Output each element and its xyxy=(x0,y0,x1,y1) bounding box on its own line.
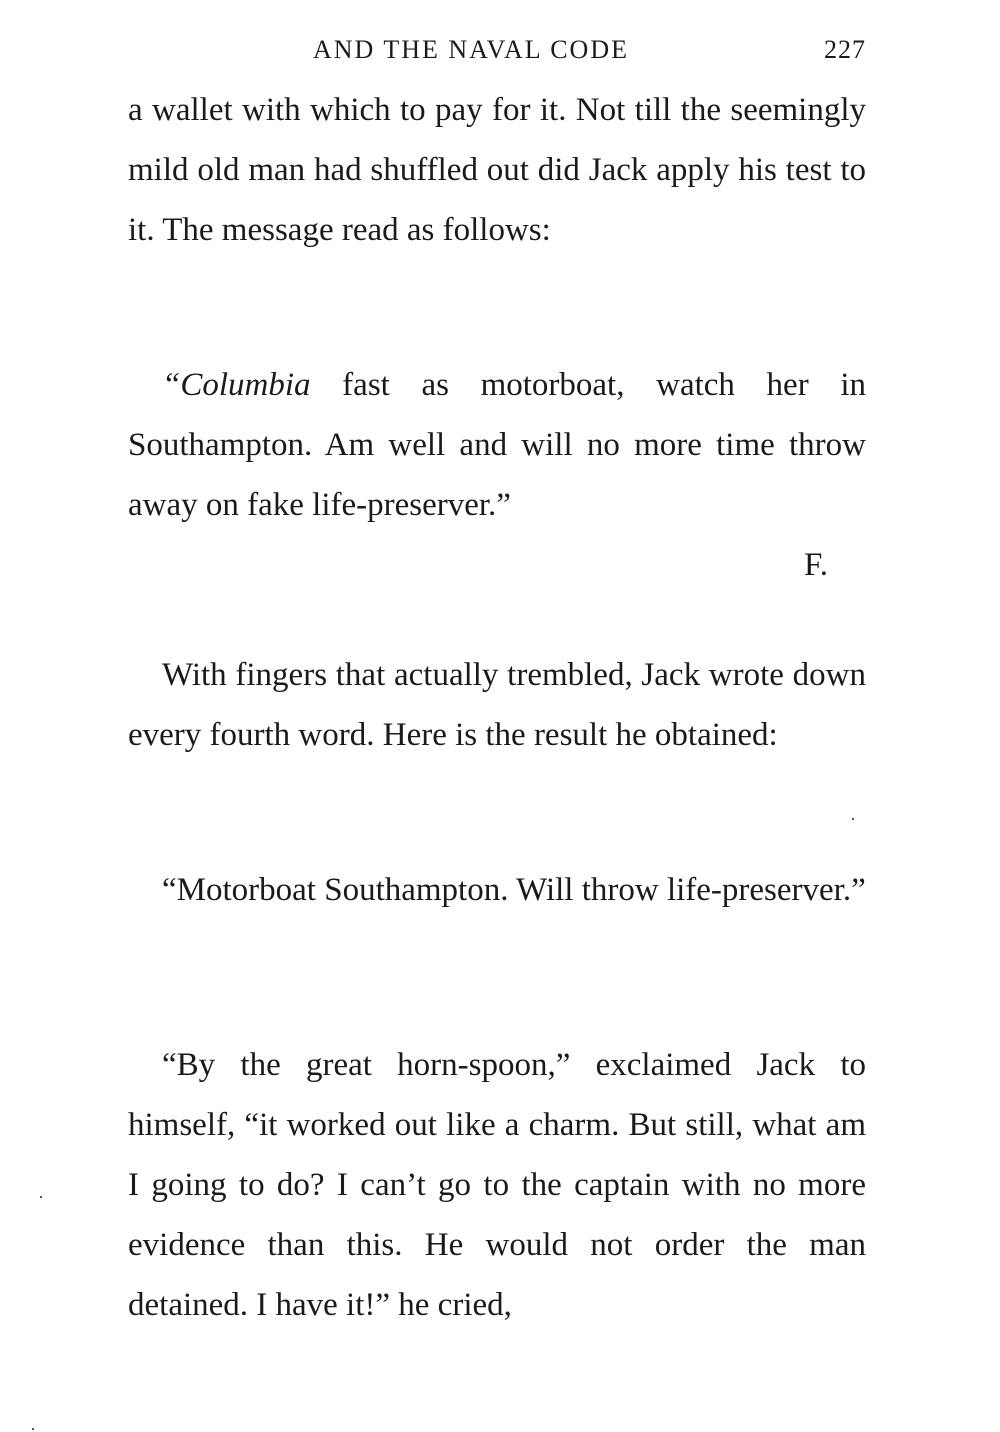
message-signature: F. xyxy=(804,547,828,583)
paragraph-coded-message xyxy=(128,355,866,535)
paragraph-exclamation: “By the great horn-spoon,” exclaimed Jack to himself, “it worked out like a charm. But still, what am I going to do? I can’t go to the captain with no more evidence than this. He would not order the man detained. I have it!” he cried, xyxy=(128,1047,866,1323)
ship-name-italic: “Columbia xyxy=(162,367,311,403)
page-header xyxy=(128,30,866,70)
paragraph-decoded-message: “Motorboat Southampton. Will throw life-preserver.” xyxy=(162,872,866,908)
scan-speck xyxy=(32,1428,34,1430)
paragraph-continuation: a wallet with which to pay for it. Not till the seemingly mild old man had shuffled out did Jack apply his test to it. The message read as follows: xyxy=(128,92,866,248)
scan-speck xyxy=(852,818,854,820)
coded-message-text: fast as motorboat, watch her in Southampton. Am well and will no more time throw away on fake life-preserver.” xyxy=(128,367,866,523)
scan-speck xyxy=(40,1196,42,1198)
running-title: AND THE NAVAL CODE xyxy=(313,35,629,64)
paragraph-decoding: With fingers that actually trembled, Jack wrote down every fourth word. Here is the result he obtained: xyxy=(128,657,866,753)
page-number: 227 xyxy=(824,35,866,64)
